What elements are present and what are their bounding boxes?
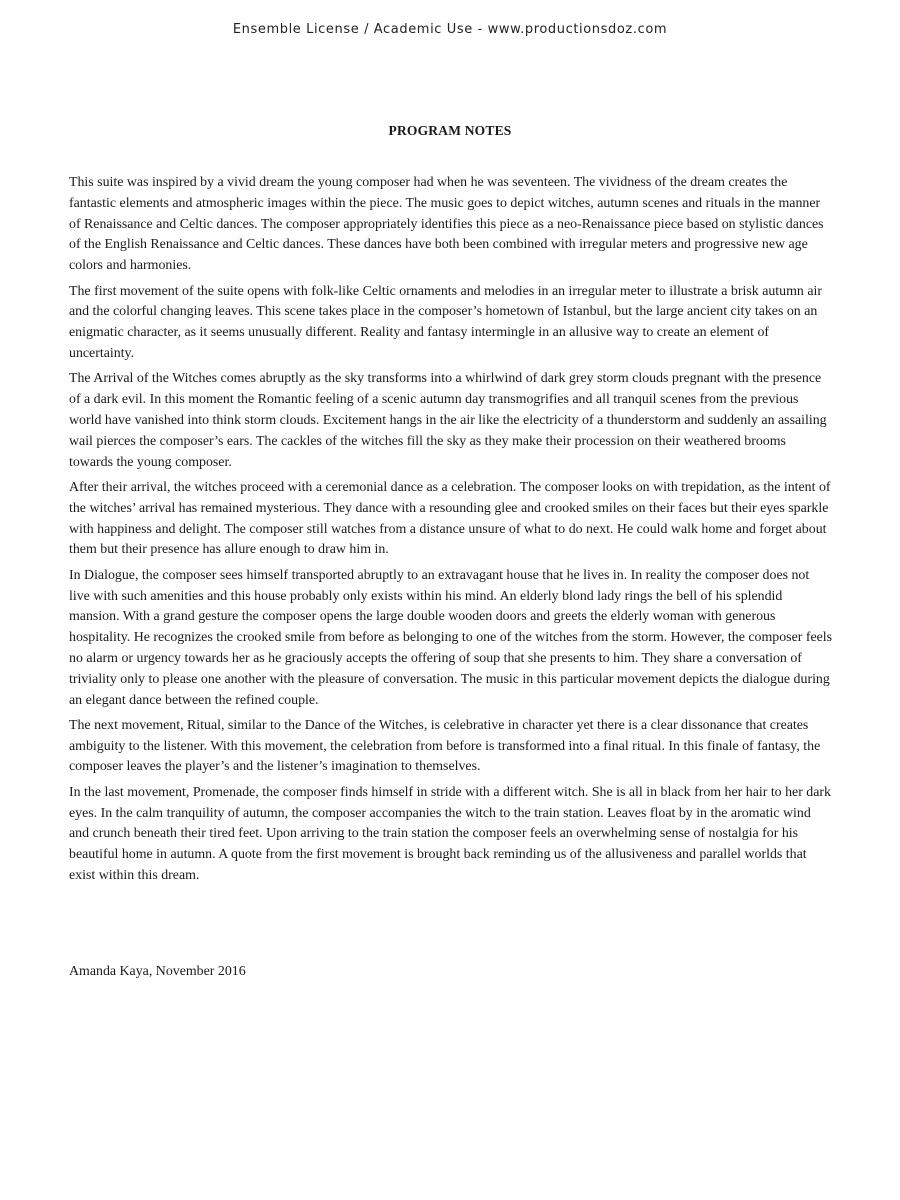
- paragraph-first-movement: The first movement of the suite opens with folk-like Celtic ornaments and melodies in an irregular meter to illustrate a brisk autumn air and the colorful changing leaves. This scene takes place in the composer’s hometown of Istanbul, but the large ancient city takes on an enigmatic character, as it seems unusually different. Reality and fantasy intermingle in an allusive way to create an element of uncertainty.: [69, 283, 822, 361]
- paragraph-arrival-of-witches: The Arrival of the Witches comes abruptly as the sky transforms into a whirlwind of dark grey storm clouds pregnant with the presence of a dark evil. In this moment the Romantic feeling of a scenic autumn day transmogrifies and all tranquil scenes from the previous world have vanished into think storm clouds. Excitement hangs in the air like the electricity of a thunderstorm and suddenly an assailing wail pierces the composer’s ears. The cackles of the witches fill the sky as they make their procession on their weathered brooms towards the young composer.: [69, 371, 827, 470]
- program-notes-body: [69, 173, 833, 891]
- page-title: PROGRAM NOTES: [388, 123, 512, 138]
- paragraph-promenade: In the last movement, Promenade, the composer finds himself in stride with a different witch. She is all in black from her hair to her dark eyes. In the calm tranquility of autumn, the composer accompanies the witch to the train station. Leaves float by in the aromatic wind and crunch beneath their tired feet. Upon arriving to the train station the composer feels an overwhelming sense of nostalgia for his beautiful home in autumn. A quote from the first movement is brought back reminding us of the allusiveness and parallel worlds that exist within this dream.: [69, 784, 831, 884]
- paragraph-ritual: The next movement, Ritual, similar to the Dance of the Witches, is celebrative in character yet there is a clear dissonance that creates ambiguity to the listener. With this movement, the celebration from before is transformed into a final ritual. In this finale of fantasy, the composer leaves the player’s and the listener’s imagination to themselves.: [69, 717, 821, 775]
- paragraph-dialogue: In Dialogue, the composer sees himself transported abruptly to an extravagant house that he lives in. In reality the composer does not live with such amenities and this house probably only exists within his mind. An elderly blond lady rings the bell of his splendid mansion. With a grand gesture the composer opens the large double wooden doors and greets the elderly woman with generous hospitality. He recognizes the crooked smile from before as belonging to one of the witches from the storm. However, the composer feels no alarm or urgency towards her as he graciously accepts the offering of soup that she presents to him. They share a conversation of triviality only to please one another with the pleasure of conversation. The music in this particular movement depicts the dialogue during an elegant dance between the refined couple.: [69, 567, 833, 708]
- author-signature: Amanda Kaya, November 2016: [69, 964, 246, 979]
- paragraph-intro: This suite was inspired by a vivid dream the young composer had when he was seventeen. The vividness of the dream creates the fantastic elements and atmospheric images within the piece. The music goes to depict witches, autumn scenes and rituals in the manner of Renaissance and Celtic dances. The composer appropriately identifies this piece as a neo-Renaissance piece based on stylistic dances of the English Renaissance and Celtic dances. These dances have both been combined with irregular meters and progressive new age colors and harmonies.: [69, 175, 824, 274]
- license-header: Ensemble License / Academic Use - www.productionsdoz.com: [232, 22, 668, 37]
- paragraph-witches-dance: After their arrival, the witches proceed with a ceremonial dance as a celebration. The composer looks on with trepidation, as the intent of the witches’ arrival has remained mysterious. They dance with a resounding glee and crooked smiles on their faces but their eyes sparkle with happiness and delight. The composer still watches from a distance unsure of what to do next. He could walk home and forget about them but their presence has allure enough to draw him in.: [69, 479, 831, 558]
